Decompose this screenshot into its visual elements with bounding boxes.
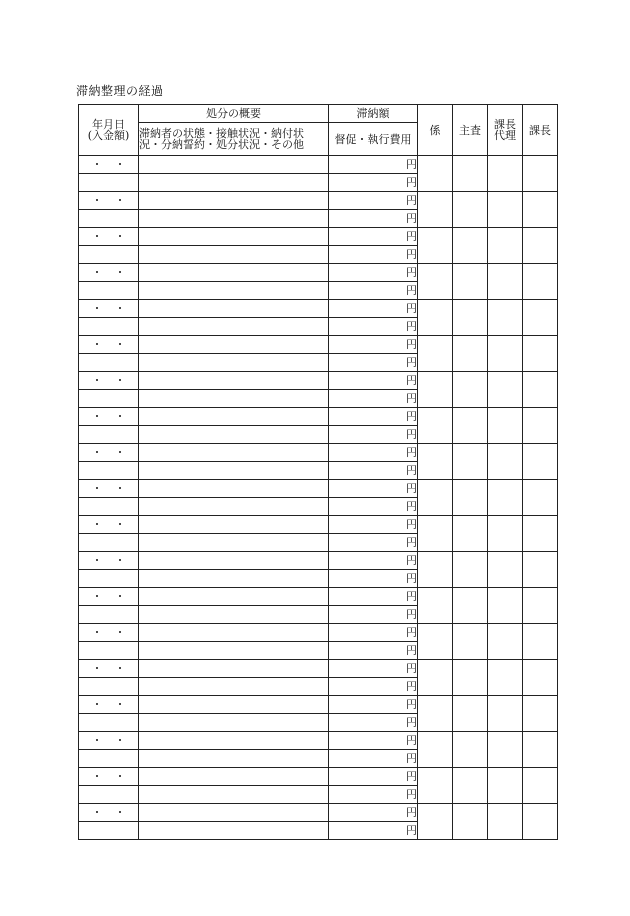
date-separator-dot: ・: [91, 626, 103, 639]
summary-cell[interactable]: [139, 768, 329, 786]
arrears-progress-table: [78, 104, 558, 840]
date-separator-dot: ・: [114, 518, 126, 531]
summary-cell[interactable]: [139, 696, 329, 714]
approver-manager-stamp-cell[interactable]: [523, 264, 558, 300]
summary-cell[interactable]: [139, 210, 329, 228]
approver-staff-stamp-cell[interactable]: [418, 372, 453, 408]
arrears-amount-cell[interactable]: 円: [329, 588, 418, 606]
payment-amount-cell[interactable]: [79, 534, 139, 552]
date-cell[interactable]: [79, 516, 139, 534]
approver-manager-stamp-cell[interactable]: [523, 768, 558, 804]
approver-manager-stamp-cell[interactable]: [523, 300, 558, 336]
payment-amount-cell[interactable]: [79, 426, 139, 444]
payment-amount-cell[interactable]: [79, 462, 139, 480]
arrears-amount-cell[interactable]: 円: [329, 660, 418, 678]
entry-row-first: [79, 228, 558, 246]
date-cell[interactable]: [79, 624, 139, 642]
approver-staff-stamp-cell[interactable]: [418, 660, 453, 696]
approver-staff-stamp-cell[interactable]: [418, 804, 453, 840]
collection-cost-cell[interactable]: 円: [329, 606, 418, 624]
entry-row-first: [79, 804, 558, 822]
approver-deputy-stamp-cell[interactable]: [488, 192, 523, 228]
approver-chief-header: 主査: [453, 105, 488, 156]
summary-cell[interactable]: [139, 318, 329, 336]
collection-cost-cell[interactable]: 円: [329, 786, 418, 804]
summary-subheader-line-1: 滞納者の状態・接触状況・納付状: [139, 127, 304, 140]
summary-cell[interactable]: [139, 552, 329, 570]
approver-chief-stamp-cell[interactable]: [453, 552, 488, 588]
date-separator-dot: ・: [114, 446, 126, 459]
approver-chief-stamp-cell[interactable]: [453, 336, 488, 372]
collection-cost-cell[interactable]: 円: [329, 282, 418, 300]
date-separator-dot: ・: [114, 770, 126, 783]
approver-chief-stamp-cell[interactable]: [453, 696, 488, 732]
approver-staff-stamp-cell[interactable]: [418, 696, 453, 732]
approver-chief-stamp-cell[interactable]: [453, 480, 488, 516]
summary-cell[interactable]: [139, 264, 329, 282]
date-separator-dot: ・: [114, 302, 126, 315]
payment-amount-cell[interactable]: [79, 246, 139, 264]
approver-manager-stamp-cell[interactable]: [523, 336, 558, 372]
date-separator-dot: ・: [91, 446, 103, 459]
summary-column-header: 処分の概要: [139, 105, 329, 123]
date-separator-dot: ・: [114, 806, 126, 819]
summary-cell[interactable]: [139, 534, 329, 552]
summary-cell[interactable]: [139, 624, 329, 642]
summary-cell[interactable]: [139, 750, 329, 768]
arrears-amount-cell[interactable]: 円: [329, 192, 418, 210]
collection-cost-cell[interactable]: 円: [329, 462, 418, 480]
date-separator-dot: ・: [114, 266, 126, 279]
date-separator-dot: ・: [114, 554, 126, 567]
date-separator-dot: ・: [91, 806, 103, 819]
date-column-header: [79, 105, 139, 156]
date-cell[interactable]: [79, 156, 139, 174]
date-separator-dot: ・: [114, 338, 126, 351]
entry-row-first: [79, 372, 558, 390]
date-header-label: 年月日: [92, 118, 125, 131]
approver-chief-stamp-cell[interactable]: [453, 156, 488, 192]
date-separator-dot: ・: [91, 590, 103, 603]
summary-subheader: [139, 123, 329, 156]
entry-row-first: [79, 156, 558, 174]
payment-amount-cell[interactable]: [79, 354, 139, 372]
summary-cell[interactable]: [139, 156, 329, 174]
date-cell[interactable]: [79, 192, 139, 210]
date-separator-dot: ・: [91, 338, 103, 351]
approver-deputy-stamp-cell[interactable]: [488, 480, 523, 516]
approver-staff-stamp-cell[interactable]: [418, 264, 453, 300]
approver-deputy-header: [488, 105, 523, 156]
summary-cell[interactable]: [139, 786, 329, 804]
summary-cell[interactable]: [139, 732, 329, 750]
entry-row-first: [79, 588, 558, 606]
date-separator-dot: ・: [91, 302, 103, 315]
summary-cell[interactable]: [139, 660, 329, 678]
date-cell[interactable]: [79, 300, 139, 318]
entry-row-first: [79, 264, 558, 282]
approver-manager-stamp-cell[interactable]: [523, 516, 558, 552]
summary-cell[interactable]: [139, 408, 329, 426]
arrears-subheader: 督促・執行費用: [329, 123, 418, 156]
collection-cost-cell[interactable]: 円: [329, 318, 418, 336]
payment-amount-cell[interactable]: [79, 390, 139, 408]
entry-row-first: [79, 192, 558, 210]
summary-cell[interactable]: [139, 642, 329, 660]
date-separator-dot: ・: [114, 194, 126, 207]
approver-deputy-stamp-cell[interactable]: [488, 804, 523, 840]
approver-chief-stamp-cell[interactable]: [453, 192, 488, 228]
date-separator-dot: ・: [91, 410, 103, 423]
arrears-amount-cell[interactable]: 円: [329, 264, 418, 282]
approver-manager-stamp-cell[interactable]: [523, 228, 558, 264]
approver-deputy-label-1: 課長: [494, 118, 516, 131]
payment-amount-cell[interactable]: [79, 606, 139, 624]
date-cell[interactable]: [79, 480, 139, 498]
payment-amount-cell[interactable]: [79, 750, 139, 768]
payment-amount-cell[interactable]: [79, 822, 139, 840]
approver-chief-stamp-cell[interactable]: [453, 660, 488, 696]
approver-deputy-stamp-cell[interactable]: [488, 588, 523, 624]
date-separator-dot: ・: [91, 662, 103, 675]
summary-cell[interactable]: [139, 822, 329, 840]
summary-cell[interactable]: [139, 174, 329, 192]
approver-deputy-stamp-cell[interactable]: [488, 228, 523, 264]
payment-amount-cell[interactable]: [79, 714, 139, 732]
approver-staff-stamp-cell[interactable]: [418, 300, 453, 336]
date-separator-dot: ・: [91, 554, 103, 567]
approver-manager-stamp-cell[interactable]: [523, 660, 558, 696]
collection-cost-cell[interactable]: 円: [329, 426, 418, 444]
payment-amount-cell[interactable]: [79, 318, 139, 336]
summary-cell[interactable]: [139, 300, 329, 318]
arrears-amount-cell[interactable]: 円: [329, 516, 418, 534]
arrears-column-header: 滞納額: [329, 105, 418, 123]
entry-row-first: [79, 660, 558, 678]
date-cell[interactable]: [79, 444, 139, 462]
collection-cost-cell[interactable]: 円: [329, 246, 418, 264]
summary-cell[interactable]: [139, 390, 329, 408]
summary-cell[interactable]: [139, 498, 329, 516]
collection-cost-cell[interactable]: 円: [329, 678, 418, 696]
date-separator-dot: ・: [114, 698, 126, 711]
collection-cost-cell[interactable]: 円: [329, 822, 418, 840]
collection-cost-cell[interactable]: 円: [329, 714, 418, 732]
approver-staff-stamp-cell[interactable]: [418, 336, 453, 372]
arrears-amount-cell[interactable]: 円: [329, 156, 418, 174]
summary-cell[interactable]: [139, 444, 329, 462]
approver-manager-stamp-cell[interactable]: [523, 444, 558, 480]
approver-manager-stamp-cell[interactable]: [523, 408, 558, 444]
payment-amount-header-label: (入金額): [87, 129, 130, 142]
approver-manager-header: 課長: [523, 105, 558, 156]
date-cell[interactable]: [79, 588, 139, 606]
date-separator-dot: ・: [91, 770, 103, 783]
summary-cell[interactable]: [139, 570, 329, 588]
arrears-amount-cell[interactable]: 円: [329, 336, 418, 354]
approver-staff-stamp-cell[interactable]: [418, 228, 453, 264]
payment-amount-cell[interactable]: [79, 642, 139, 660]
entry-row-first: [79, 624, 558, 642]
approver-manager-stamp-cell[interactable]: [523, 192, 558, 228]
entry-row-first: [79, 300, 558, 318]
arrears-amount-cell[interactable]: 円: [329, 408, 418, 426]
date-cell[interactable]: [79, 372, 139, 390]
approver-chief-stamp-cell[interactable]: [453, 588, 488, 624]
summary-cell[interactable]: [139, 354, 329, 372]
collection-cost-cell[interactable]: 円: [329, 390, 418, 408]
date-separator-dot: ・: [114, 410, 126, 423]
date-separator-dot: ・: [114, 374, 126, 387]
payment-amount-cell[interactable]: [79, 678, 139, 696]
date-cell[interactable]: [79, 408, 139, 426]
date-cell[interactable]: [79, 552, 139, 570]
approver-deputy-label-2: 代理: [494, 129, 516, 142]
approver-manager-stamp-cell[interactable]: [523, 552, 558, 588]
summary-cell[interactable]: [139, 228, 329, 246]
date-separator-dot: ・: [114, 662, 126, 675]
approver-deputy-stamp-cell[interactable]: [488, 624, 523, 660]
form-title: 滞納整理の経過: [76, 84, 164, 98]
collection-cost-cell[interactable]: 円: [329, 498, 418, 516]
approver-manager-stamp-cell[interactable]: [523, 156, 558, 192]
approver-chief-stamp-cell[interactable]: [453, 228, 488, 264]
entry-row-first: [79, 516, 558, 534]
ledger-body: [79, 156, 558, 840]
entry-row-first: [79, 480, 558, 498]
arrears-amount-cell[interactable]: 円: [329, 372, 418, 390]
collection-cost-cell[interactable]: 円: [329, 534, 418, 552]
approver-chief-stamp-cell[interactable]: [453, 444, 488, 480]
summary-cell[interactable]: [139, 372, 329, 390]
approver-manager-stamp-cell[interactable]: [523, 732, 558, 768]
date-cell[interactable]: [79, 804, 139, 822]
entry-row-first: [79, 408, 558, 426]
date-separator-dot: ・: [114, 230, 126, 243]
approver-staff-stamp-cell[interactable]: [418, 516, 453, 552]
summary-subheader-line-2: 況・分納誓約・処分状況・その他: [139, 138, 304, 151]
payment-amount-cell[interactable]: [79, 786, 139, 804]
approver-deputy-stamp-cell[interactable]: [488, 156, 523, 192]
date-separator-dot: ・: [91, 266, 103, 279]
arrears-amount-cell[interactable]: 円: [329, 228, 418, 246]
approver-staff-header: 係: [418, 105, 453, 156]
approver-chief-stamp-cell[interactable]: [453, 300, 488, 336]
approver-staff-stamp-cell[interactable]: [418, 588, 453, 624]
collection-cost-cell[interactable]: 円: [329, 210, 418, 228]
approver-chief-stamp-cell[interactable]: [453, 732, 488, 768]
date-separator-dot: ・: [91, 698, 103, 711]
approver-chief-stamp-cell[interactable]: [453, 408, 488, 444]
payment-amount-cell[interactable]: [79, 570, 139, 588]
arrears-amount-cell[interactable]: 円: [329, 300, 418, 318]
arrears-amount-cell[interactable]: 円: [329, 804, 418, 822]
payment-amount-cell[interactable]: [79, 282, 139, 300]
approver-chief-stamp-cell[interactable]: [453, 516, 488, 552]
approver-deputy-stamp-cell[interactable]: [488, 516, 523, 552]
payment-amount-cell[interactable]: [79, 498, 139, 516]
date-separator-dot: ・: [114, 482, 126, 495]
approver-manager-stamp-cell[interactable]: [523, 696, 558, 732]
approver-deputy-stamp-cell[interactable]: [488, 264, 523, 300]
approver-staff-stamp-cell[interactable]: [418, 624, 453, 660]
summary-cell[interactable]: [139, 480, 329, 498]
date-separator-dot: ・: [114, 158, 126, 171]
date-separator-dot: ・: [91, 374, 103, 387]
summary-cell[interactable]: [139, 426, 329, 444]
date-separator-dot: ・: [114, 626, 126, 639]
payment-amount-cell[interactable]: [79, 174, 139, 192]
entry-row-first: [79, 768, 558, 786]
approver-staff-stamp-cell[interactable]: [418, 192, 453, 228]
summary-cell[interactable]: [139, 588, 329, 606]
approver-manager-stamp-cell[interactable]: [523, 372, 558, 408]
summary-cell[interactable]: [139, 606, 329, 624]
approver-deputy-stamp-cell[interactable]: [488, 372, 523, 408]
approver-staff-stamp-cell[interactable]: [418, 444, 453, 480]
date-cell[interactable]: [79, 732, 139, 750]
approver-deputy-stamp-cell[interactable]: [488, 768, 523, 804]
entry-row-first: [79, 552, 558, 570]
collection-cost-cell[interactable]: 円: [329, 642, 418, 660]
approver-staff-stamp-cell[interactable]: [418, 732, 453, 768]
approver-chief-stamp-cell[interactable]: [453, 804, 488, 840]
date-cell[interactable]: [79, 264, 139, 282]
arrears-amount-cell[interactable]: 円: [329, 480, 418, 498]
approver-manager-stamp-cell[interactable]: [523, 624, 558, 660]
approver-deputy-stamp-cell[interactable]: [488, 336, 523, 372]
approver-staff-stamp-cell[interactable]: [418, 480, 453, 516]
date-cell[interactable]: [79, 660, 139, 678]
arrears-amount-cell[interactable]: 円: [329, 768, 418, 786]
summary-cell[interactable]: [139, 462, 329, 480]
date-separator-dot: ・: [91, 194, 103, 207]
entry-row-first: [79, 336, 558, 354]
arrears-amount-cell[interactable]: 円: [329, 696, 418, 714]
summary-cell[interactable]: [139, 804, 329, 822]
approver-chief-stamp-cell[interactable]: [453, 264, 488, 300]
approver-deputy-stamp-cell[interactable]: [488, 660, 523, 696]
date-separator-dot: ・: [91, 734, 103, 747]
arrears-amount-cell[interactable]: 円: [329, 444, 418, 462]
date-cell[interactable]: [79, 768, 139, 786]
approver-staff-stamp-cell[interactable]: [418, 552, 453, 588]
summary-cell[interactable]: [139, 678, 329, 696]
approver-deputy-stamp-cell[interactable]: [488, 444, 523, 480]
collection-cost-cell[interactable]: 円: [329, 174, 418, 192]
approver-deputy-stamp-cell[interactable]: [488, 408, 523, 444]
arrears-amount-cell[interactable]: 円: [329, 732, 418, 750]
approver-manager-stamp-cell[interactable]: [523, 804, 558, 840]
date-separator-dot: ・: [91, 482, 103, 495]
arrears-amount-cell[interactable]: 円: [329, 552, 418, 570]
date-cell[interactable]: [79, 228, 139, 246]
summary-cell[interactable]: [139, 516, 329, 534]
approver-staff-stamp-cell[interactable]: [418, 408, 453, 444]
collection-cost-cell[interactable]: 円: [329, 354, 418, 372]
date-separator-dot: ・: [114, 590, 126, 603]
entry-row-first: [79, 696, 558, 714]
header-row-top: [79, 105, 558, 123]
approver-deputy-stamp-cell[interactable]: [488, 300, 523, 336]
entry-row-first: [79, 444, 558, 462]
date-cell[interactable]: [79, 696, 139, 714]
approver-chief-stamp-cell[interactable]: [453, 624, 488, 660]
approver-chief-stamp-cell[interactable]: [453, 768, 488, 804]
approver-deputy-stamp-cell[interactable]: [488, 696, 523, 732]
entry-row-first: [79, 732, 558, 750]
summary-cell[interactable]: [139, 282, 329, 300]
approver-deputy-stamp-cell[interactable]: [488, 732, 523, 768]
summary-cell[interactable]: [139, 192, 329, 210]
collection-cost-cell[interactable]: 円: [329, 750, 418, 768]
approver-manager-stamp-cell[interactable]: [523, 480, 558, 516]
approver-deputy-stamp-cell[interactable]: [488, 552, 523, 588]
approver-staff-stamp-cell[interactable]: [418, 768, 453, 804]
summary-cell[interactable]: [139, 336, 329, 354]
collection-cost-cell[interactable]: 円: [329, 570, 418, 588]
date-separator-dot: ・: [91, 158, 103, 171]
arrears-amount-cell[interactable]: 円: [329, 624, 418, 642]
approver-chief-stamp-cell[interactable]: [453, 372, 488, 408]
payment-amount-cell[interactable]: [79, 210, 139, 228]
summary-cell[interactable]: [139, 246, 329, 264]
date-separator-dot: ・: [114, 734, 126, 747]
date-separator-dot: ・: [91, 230, 103, 243]
date-cell[interactable]: [79, 336, 139, 354]
approver-manager-stamp-cell[interactable]: [523, 588, 558, 624]
approver-staff-stamp-cell[interactable]: [418, 156, 453, 192]
date-separator-dot: ・: [91, 518, 103, 531]
summary-cell[interactable]: [139, 714, 329, 732]
